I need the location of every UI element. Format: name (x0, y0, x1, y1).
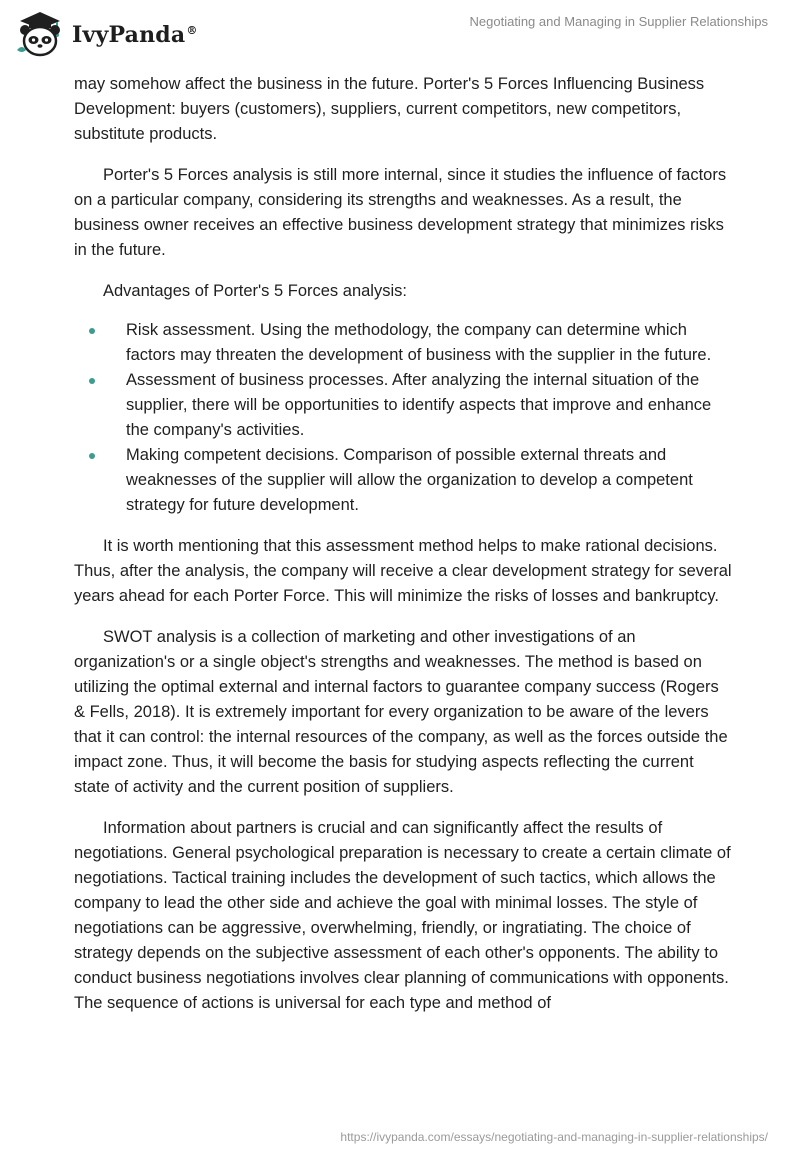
list-item (74, 318, 734, 368)
paragraph-5: SWOT analysis is a collection of marketing and other investigations of an organization's or a single object's strengths and weaknesses. The method is based on utilizing the optimal external and internal factors to guarantee company success (Rogers & Fells, 2018). It is extremely important for every organization to be aware of the levers that it can control: the internal resources of the company, as well as the forces outside the impact zone. Thus, it will become the basis for studying aspects reflecting the current state of activity and the current position of suppliers. (74, 628, 728, 796)
panda-graduate-icon (14, 10, 66, 58)
bullet-icon (89, 378, 95, 384)
list-item (74, 443, 734, 518)
list-item-text: Making competent decisions. Comparison of possible external threats and weaknesses of the supplier will allow the organization to develop a competent strategy for future development. (126, 446, 693, 514)
bullet-icon (89, 453, 95, 459)
list-item-text: Risk assessment. Using the methodology, the company can determine which factors may threaten the development of business with the supplier in the future. (126, 321, 712, 364)
paragraph-3: Advantages of Porter's 5 Forces analysis: (103, 282, 407, 300)
paragraph-6: Information about partners is crucial and can significantly affect the results of negotiations. General psychological preparation is necessary to create a certain climate of negotiations. Tactical training includes the development of such tactics, which allows the company to lead the other side and achieve the goal with minimal losses. The style of negotiations can be aggressive, overwhelming, friendly, or ingratiating. The choice of strategy depends on the subjective assessment of each other's opponents. The ability to conduct business negotiations involves clear planning of communications with opponents. The sequence of actions is universal for each type and method of (74, 819, 731, 1012)
paragraph-4: It is worth mentioning that this assessment method helps to make rational decisions. Thus, after the analysis, the company will receive a clear development strategy for several years ahead for each Porter Force. This will minimize the risks of losses and bankruptcy. (74, 537, 732, 605)
list-item (74, 368, 734, 443)
bullet-icon (89, 328, 95, 334)
ivypanda-logo[interactable] (14, 10, 198, 58)
advantages-list (74, 318, 734, 518)
brand-name: IvyPanda® (72, 22, 198, 48)
paragraph-2: Porter's 5 Forces analysis is still more internal, since it studies the influence of factors on a particular company, considering its strengths and weaknesses. As a result, the business owner receives an effective business development strategy that minimizes risks in the future. (74, 166, 727, 259)
source-url-link[interactable]: https://ivypanda.com/essays/negotiating-and-managing-in-supplier-relationships/ (340, 1130, 768, 1144)
list-item-text: Assessment of business processes. After analyzing the internal situation of the supplier, there will be opportunities to identify aspects that improve and enhance the company's activities. (126, 371, 712, 439)
page-header (0, 0, 800, 64)
paragraph-1: may somehow affect the business in the future. Porter's 5 Forces Influencing Business Development: buyers (customers), suppliers, current competitors, new competitors, substitute products. (74, 75, 705, 143)
document-title: Negotiating and Managing in Supplier Relationships (469, 14, 768, 29)
essay-body (74, 72, 734, 1032)
